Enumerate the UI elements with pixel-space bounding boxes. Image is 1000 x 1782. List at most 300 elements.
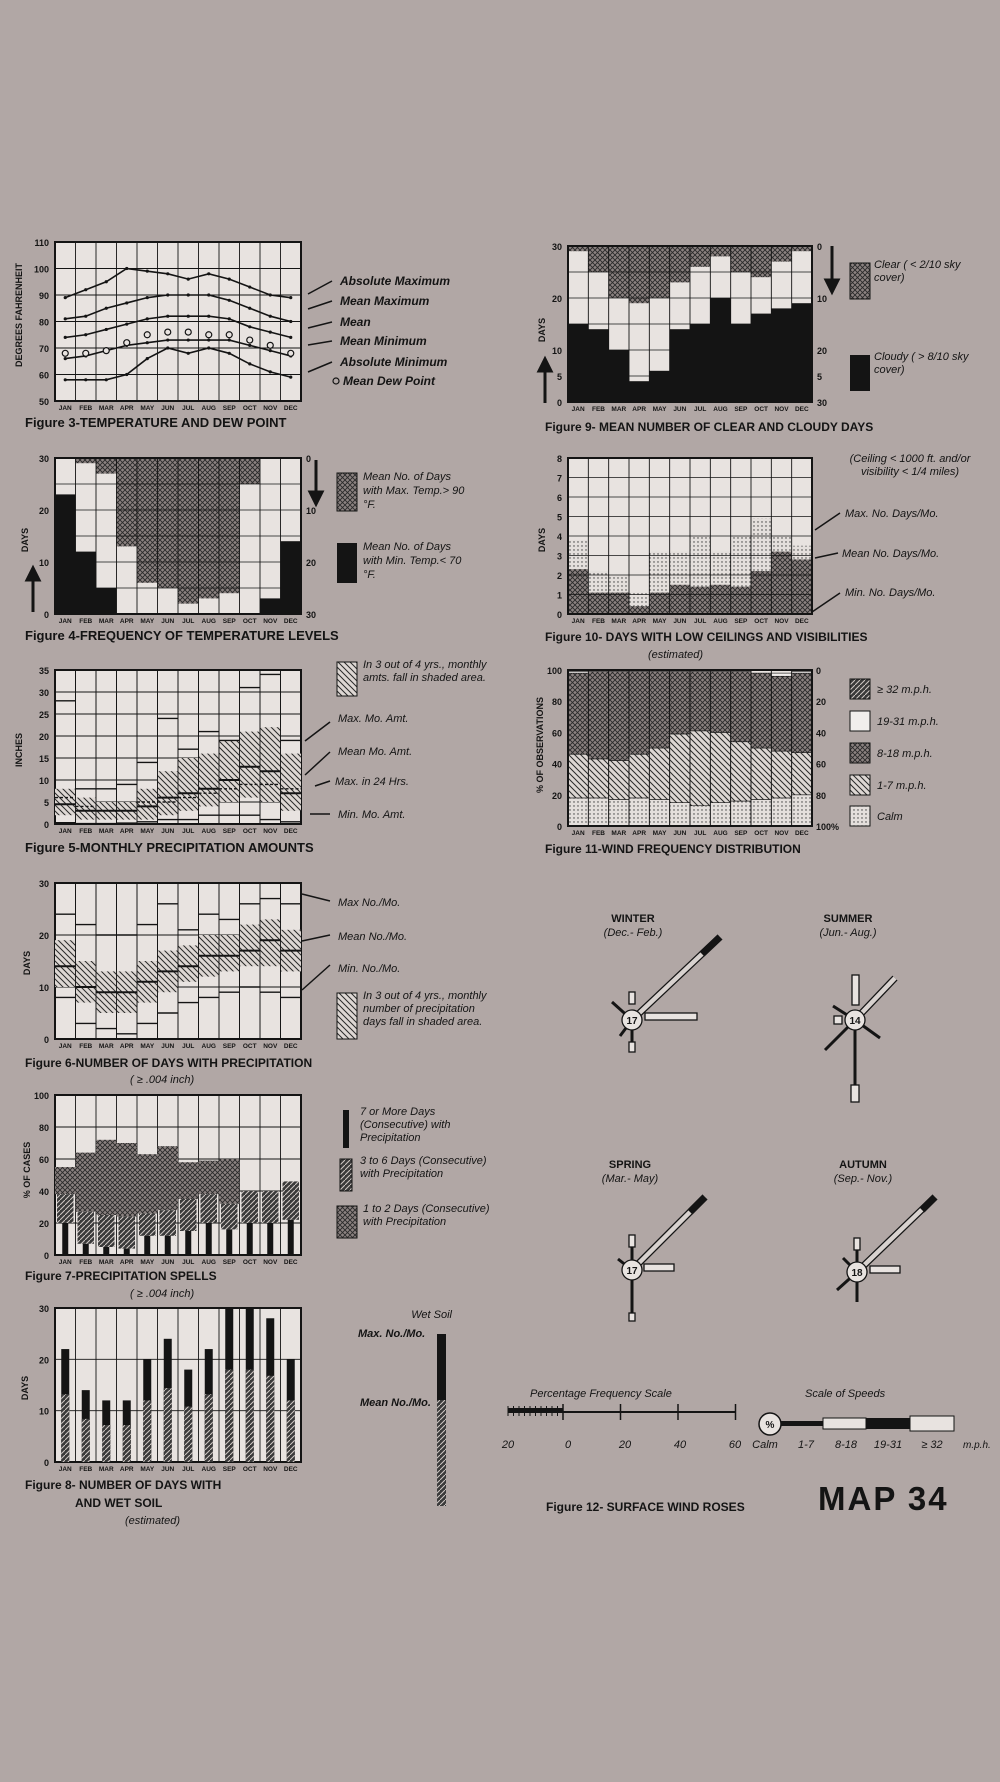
fig10-bar-mean (588, 593, 608, 614)
fig6-legend-min: Min. No./Mo. (338, 963, 401, 975)
fig5-shaded-range (260, 727, 281, 802)
fig4-bar-hot (137, 458, 158, 583)
fig5-shaded-range (137, 789, 158, 820)
fig10-bar-mean (751, 571, 771, 614)
fig11-month-nov: NOV (774, 830, 789, 837)
fig9-bar-clear (670, 246, 690, 282)
fig4-bar-hot (117, 458, 138, 546)
fig11-bar-seg-2 (690, 672, 710, 731)
fig9-month-nov: NOV (774, 406, 789, 413)
fig3-month-may: MAY (140, 405, 155, 412)
rose-label-autumn (834, 1159, 893, 1185)
fig9-bar-clear (690, 246, 710, 267)
fig8-bar-mean (123, 1425, 131, 1462)
fig9-month-may: MAY (652, 406, 667, 413)
fig3-series-point-0 (146, 270, 149, 273)
fig10-ytick: 3 (556, 551, 562, 562)
fig10-bar-mean (690, 587, 710, 614)
fig7-month-aug: AUG (201, 1259, 216, 1266)
fig4-month-jul: JUL (182, 618, 195, 625)
calm-symbol: % (765, 1420, 775, 1431)
figure-12-wind-roses (501, 913, 991, 1514)
fig11-bar-seg-2 (609, 672, 629, 761)
fig5-ytick: 35 (38, 666, 49, 676)
fig7-bar-7plus (288, 1220, 294, 1255)
fig4-bar-hot (219, 458, 240, 593)
figure-7-precipitation-spells-chart (22, 1091, 493, 1300)
fig11-legend-19: 19-31 m.p.h. (877, 716, 939, 728)
fig3-series-point-2 (228, 317, 231, 320)
fig5-legend (305, 659, 493, 821)
fig4-month-nov: NOV (263, 618, 278, 625)
fig3-dewpoint-marker (144, 332, 150, 338)
fig5-ytick: 5 (43, 798, 49, 808)
fig11-bar-seg-2 (588, 672, 608, 759)
fig7-ytick: 80 (38, 1123, 49, 1133)
fig9-month-sep: SEP (734, 406, 748, 413)
fig9-month-dec: DEC (794, 406, 809, 413)
fig9-bar-cloudy (792, 303, 812, 402)
fig11-right-tick: 20 (816, 697, 827, 708)
fig3-series-point-1 (207, 293, 210, 296)
fig8-month-jan: JAN (58, 1466, 72, 1473)
fig6-month-may: MAY (140, 1043, 155, 1050)
fig3-dewpoint-marker (206, 332, 212, 338)
fig4-month-mar: MAR (98, 618, 114, 625)
fig8-subtitle: (estimated) (125, 1515, 181, 1527)
fig3-series-point-3 (269, 349, 272, 352)
fig7-bar-1to2 (76, 1153, 97, 1212)
fig3-series-point-4 (207, 346, 210, 349)
fig8-month-jun: JUN (161, 1466, 175, 1473)
fig4-bar-cool (96, 588, 117, 614)
fig11-bar-seg-2 (751, 673, 771, 748)
fig3-series-point-1 (166, 293, 169, 296)
fig10-ytick: 8 (556, 454, 562, 464)
fig10-month-nov: NOV (774, 618, 789, 625)
fig11-month-apr: APR (632, 830, 647, 837)
fig4-month-aug: AUG (201, 618, 216, 625)
fig8-bar-mean (61, 1394, 69, 1462)
freq-scale-label: Percentage Frequency Scale (530, 1388, 672, 1400)
wind-rose-autumn (837, 1197, 935, 1302)
fig3-series-point-0 (105, 280, 108, 283)
fig7-bar-1to2 (199, 1161, 220, 1195)
fig8-month-may: MAY (140, 1466, 155, 1473)
fig7-bar-3to6 (283, 1181, 300, 1219)
fig3-series-point-4 (166, 346, 169, 349)
wind-rose-spring (618, 1197, 705, 1321)
fig4-month-dec: DEC (283, 618, 298, 625)
fig10-month-may: MAY (652, 618, 667, 625)
fig7-legend-swatch-7plus (343, 1110, 349, 1148)
fig3-ytick: 100 (33, 264, 49, 275)
fig7-bar-3to6 (262, 1191, 279, 1223)
fig3-dewpoint-marker (83, 350, 89, 356)
fig7-bar-1to2 (137, 1154, 158, 1213)
fig5-shaded-range (219, 740, 240, 802)
fig3-dewpoint-marker (288, 350, 294, 356)
fig7-bar-1to2 (219, 1159, 240, 1204)
fig4-right-tick: 10 (306, 506, 317, 516)
fig11-ytick: 100 (546, 666, 562, 676)
fig3-series-point-0 (64, 296, 67, 299)
fig3-series-point-2 (64, 336, 67, 339)
fig3-dewpoint-marker (267, 342, 273, 348)
fig3-ylabel: DEGREES FAHRENHEIT (14, 262, 24, 368)
fig11-bar-seg-3 (568, 672, 588, 674)
fig8-ytick: 30 (38, 1304, 49, 1314)
fig3-series-point-1 (64, 317, 67, 320)
fig11-ytick: 20 (551, 790, 562, 801)
speed-calm-label: Calm (752, 1439, 778, 1451)
fig7-bar-1to2 (55, 1167, 76, 1194)
fig11-legend-calm: Calm (877, 811, 903, 823)
fig3-legend-mean: Mean (340, 315, 371, 329)
fig9-bar-cloudy (751, 314, 771, 402)
fig6-legend (302, 894, 493, 1060)
fig11-ytick: 80 (551, 697, 562, 708)
fig7-month-sep: SEP (222, 1259, 236, 1266)
fig4-month-may: MAY (140, 618, 155, 625)
fig9-bar-cloudy (568, 324, 588, 402)
wind-rose-winter (612, 937, 720, 1052)
fig3-ytick: 70 (38, 344, 49, 354)
fig7-bar-3to6 (98, 1215, 115, 1247)
fig7-legend-swatch-3to6 (340, 1159, 352, 1191)
fig3-series-point-4 (248, 362, 251, 365)
fig4-month-feb: FEB (79, 618, 93, 625)
fig3-series-point-1 (269, 315, 272, 318)
fig6-shaded-range (240, 925, 261, 967)
fig7-month-mar: MAR (98, 1259, 114, 1266)
fig9-right-tick: 10 (817, 294, 828, 304)
fig9-bar-cloudy (629, 381, 649, 402)
fig4-bar-hot (199, 458, 220, 598)
fig3-ytick: 60 (38, 370, 49, 381)
fig6-ytick: 0 (43, 1035, 49, 1045)
fig7-bar-3to6 (57, 1194, 74, 1223)
fig4-month-apr: APR (119, 618, 134, 625)
fig5-month-feb: FEB (79, 828, 93, 835)
fig11-bar-seg-2 (649, 672, 669, 748)
fig9-left-tick: 10 (551, 346, 562, 356)
fig8-legend-title: Wet Soil (411, 1309, 452, 1321)
fig3-series-point-0 (125, 267, 128, 270)
fig3-month-jun: JUN (161, 405, 175, 412)
fig11-month-jul: JUL (694, 830, 707, 837)
fig3-series-point-3 (248, 344, 251, 347)
fig6-month-mar: MAR (98, 1043, 114, 1050)
fig11-month-may: MAY (652, 830, 667, 837)
fig10-ytick: 0 (556, 610, 562, 620)
fig6-month-dec: DEC (283, 1043, 298, 1050)
fig3-series-point-1 (146, 296, 149, 299)
fig11-bar-seg-1 (670, 734, 690, 803)
fig7-bar-7plus (103, 1247, 109, 1255)
fig3-series-point-0 (166, 272, 169, 275)
fig5-month-may: MAY (140, 828, 155, 835)
fig5-month-dec: DEC (283, 828, 298, 835)
fig11-bar-seg-3 (771, 673, 791, 676)
fig7-ytick: 60 (38, 1155, 49, 1165)
fig7-month-jul: JUL (182, 1259, 195, 1266)
fig4-month-sep: SEP (222, 618, 236, 625)
fig11-bar-seg-1 (609, 760, 629, 799)
fig11-legend-32: ≥ 32 m.p.h. (877, 684, 932, 696)
fig3-series-point-2 (105, 328, 108, 331)
fig7-legend-3to6-text: 3 to 6 Days (Consecutive) with Precipitation (360, 1155, 487, 1180)
fig9-bar-clear (751, 246, 771, 277)
fig3-series-point-3 (187, 338, 190, 341)
fig6-shaded-range (219, 935, 240, 971)
fig5-ytick: 10 (38, 776, 49, 786)
fig3-ytick: 50 (38, 397, 49, 407)
fig7-month-dec: DEC (283, 1259, 298, 1266)
fig3-dewpoint-marker (165, 329, 171, 335)
fig7-legend-1to2-text: 1 to 2 Days (Consecutive) with Precipitation (363, 1203, 490, 1228)
fig4-ytick: 0 (43, 610, 49, 620)
fig3-series-point-2 (166, 315, 169, 318)
fig11-bar-seg-0 (731, 801, 751, 826)
fig3-series-point-2 (269, 331, 272, 334)
fig10-bar-mean (629, 606, 649, 614)
fig5-month-sep: SEP (222, 828, 236, 835)
fig11-bar-seg-3 (792, 672, 812, 674)
fig6-month-jun: JUN (161, 1043, 175, 1050)
percentage-frequency-scale (501, 1388, 742, 1451)
fig8-ytick: 20 (38, 1355, 49, 1366)
rose-autumn-calm: 18 (851, 1268, 863, 1279)
fig5-legend-shaded-text: In 3 out of 4 yrs., monthly amts. fall in shaded area. (363, 659, 487, 684)
fig11-month-sep: SEP (734, 830, 748, 837)
fig7-bar-1to2 (117, 1143, 138, 1217)
fig3-series-point-4 (269, 370, 272, 373)
figure-10-low-ceilings-chart (537, 453, 990, 661)
fig5-month-jul: JUL (182, 828, 195, 835)
fig3-series-point-0 (248, 285, 251, 288)
fig3-legend-abs-min: Absolute Minimum (340, 355, 448, 369)
fig3-dewpoint-marker (103, 348, 109, 354)
fig3-series-point-1 (84, 315, 87, 318)
fig3-series-point-4 (84, 378, 87, 381)
fig9-legend-swatch-clear (850, 263, 870, 299)
fig9-left-tick: 20 (551, 294, 562, 304)
fig6-shaded-range (76, 961, 97, 1003)
fig11-bar-seg-0 (792, 795, 812, 826)
fig3-dewpoint-marker (226, 332, 232, 338)
fig8-bar-mean (246, 1370, 254, 1462)
fig7-bar-3to6 (201, 1194, 218, 1223)
fig4-bar-cool (55, 494, 76, 614)
fig3-dewpoint-marker (247, 337, 253, 343)
fig9-month-jun: JUN (673, 406, 687, 413)
fig11-bar-seg-0 (771, 798, 791, 826)
fig11-bar-seg-2 (568, 673, 588, 754)
fig7-month-feb: FEB (79, 1259, 93, 1266)
fig3-series-point-0 (269, 293, 272, 296)
fig7-bar-7plus (226, 1229, 232, 1255)
fig3-series-point-0 (228, 278, 231, 281)
fig6-legend-shaded-text: In 3 out of 4 yrs., monthly number of precipitation days fall in shaded area. (363, 990, 487, 1028)
fig3-month-sep: SEP (222, 405, 236, 412)
speed-32-label: ≥ 32 (921, 1439, 943, 1451)
fig8-month-dec: DEC (283, 1466, 298, 1473)
speed-scale (752, 1388, 991, 1451)
fig9-right-tick: 20 (817, 346, 828, 356)
fig3-dewpoint-marker (124, 340, 130, 346)
fig9-month-apr: APR (632, 406, 647, 413)
fig10-month-sep: SEP (734, 618, 748, 625)
fig4-ytick: 30 (38, 454, 49, 464)
fig3-ytick: 90 (38, 291, 49, 301)
fig9-up-arrow-icon (539, 359, 551, 403)
speed-19-31-label: 19-31 (873, 1439, 903, 1451)
fig11-bar-seg-1 (751, 748, 771, 799)
fig10-bar-mean (710, 585, 730, 614)
fig3-series-point-2 (289, 336, 292, 339)
fig4-right-tick: 20 (306, 558, 317, 568)
fig8-month-nov: NOV (263, 1466, 278, 1473)
fig11-month-dec: DEC (794, 830, 809, 837)
fig4-ylabel: DAYS (20, 527, 30, 553)
fig9-left-tick: 30 (551, 242, 562, 252)
freq-tick-40: 40 (673, 1439, 687, 1451)
fig3-ytick: 110 (34, 238, 49, 248)
fig11-bar-seg-1 (649, 748, 669, 799)
fig9-legend-swatch-cloudy (850, 355, 870, 391)
fig7-bar-1to2 (96, 1140, 117, 1215)
fig3-month-dec: DEC (283, 405, 298, 412)
fig10-ylabel: DAYS (537, 527, 547, 553)
fig6-subtitle: ( ≥ .004 inch) (130, 1074, 195, 1086)
fig4-bar-cool (76, 552, 97, 614)
fig11-month-oct: OCT (754, 830, 769, 837)
fig9-bar-clear (771, 246, 791, 262)
fig8-bar-mean (266, 1376, 274, 1462)
fig8-bar-mean (205, 1394, 213, 1462)
freq-tick-20-left: 20 (501, 1439, 515, 1451)
fig3-series-point-3 (166, 338, 169, 341)
figure-9-clear-cloudy-chart (537, 242, 984, 434)
fig7-month-nov: NOV (263, 1259, 278, 1266)
fig4-right-tick: 0 (306, 454, 312, 464)
fig8-ytick: 10 (38, 1406, 49, 1417)
fig9-bar-cloudy (690, 324, 710, 402)
fig5-month-aug: AUG (201, 828, 216, 835)
fig11-bar-seg-0 (670, 803, 690, 826)
fig7-ytick: 40 (38, 1187, 49, 1197)
fig3-ytick: 80 (38, 317, 49, 328)
fig6-ytick: 20 (38, 931, 49, 941)
fig8-month-jul: JUL (182, 1466, 195, 1473)
fig4-legend-min-text: Mean No. of Days with Min. Temp.< 70 °F. (363, 541, 462, 581)
fig7-legend-7plus-text: 7 or More Days (Consecutive) with Precipitation (360, 1106, 451, 1144)
fig5-ytick: 20 (38, 732, 49, 742)
fig4-legend-max-text: Mean No. of Days with Max. Temp.> 90 °F. (363, 471, 465, 511)
fig9-month-jan: JAN (571, 406, 585, 413)
fig3-series-point-2 (207, 315, 210, 318)
fig5-ytick: 0 (43, 820, 49, 830)
fig9-bar-cloudy (731, 324, 751, 402)
freq-tick-0: 0 (564, 1439, 572, 1451)
fig11-bar-seg-0 (588, 798, 608, 826)
fig7-ytick: 0 (43, 1251, 49, 1261)
fig11-bar-seg-1 (792, 753, 812, 795)
fig11-month-jan: JAN (571, 830, 585, 837)
fig4-bar-cool (281, 541, 302, 614)
fig11-month-jun: JUN (673, 830, 687, 837)
fig3-series-point-3 (228, 338, 231, 341)
fig8-month-oct: OCT (242, 1466, 257, 1473)
fig5-legend-mean: Mean Mo. Amt. (338, 746, 413, 758)
fig6-month-feb: FEB (79, 1043, 93, 1050)
fig8-legend (358, 1309, 453, 1506)
fig7-bar-7plus (62, 1223, 68, 1255)
fig10-bar-mean (568, 569, 588, 614)
fig7-bar-3to6 (242, 1191, 259, 1223)
rose-summer-period: (Jun.- Aug.) (819, 927, 877, 939)
fig8-month-apr: APR (119, 1466, 134, 1473)
fig11-right-tick: 60 (816, 759, 827, 770)
fig7-subtitle: ( ≥ .004 inch) (130, 1288, 195, 1300)
fig11-right-tick: 80 (816, 790, 827, 801)
fig3-month-jul: JUL (182, 405, 195, 412)
fig8-legend-mean: Mean No./Mo. (360, 1397, 431, 1409)
fig7-month-oct: OCT (242, 1259, 257, 1266)
fig9-ylabel: DAYS (537, 317, 547, 343)
fig7-ylabel: % OF CASES (22, 1141, 32, 1199)
fig7-bar-3to6 (119, 1217, 136, 1249)
wind-rose-summer (825, 975, 895, 1102)
fig3-series-point-1 (289, 320, 292, 323)
fig5-shaded-range (158, 771, 179, 815)
fig7-bar-3to6 (160, 1210, 177, 1236)
fig11-bar-seg-1 (771, 751, 791, 798)
fig10-bar-mean (731, 587, 751, 614)
fig5-ytick: 25 (38, 710, 49, 720)
fig3-series-point-1 (228, 299, 231, 302)
fig8-bar-mean (225, 1370, 233, 1462)
fig3-month-feb: FEB (79, 405, 93, 412)
fig9-bar-clear (629, 246, 649, 303)
fig11-bar-seg-0 (609, 799, 629, 826)
fig5-legend-min: Min. Mo. Amt. (338, 809, 406, 821)
fig9-down-arrow-icon (826, 246, 838, 292)
fig8-month-mar: MAR (98, 1466, 114, 1473)
fig6-month-apr: APR (119, 1043, 134, 1050)
fig11-month-mar: MAR (611, 830, 627, 837)
fig10-month-dec: DEC (794, 618, 809, 625)
fig9-bar-cloudy (771, 308, 791, 402)
fig10-bar-mean (792, 559, 812, 614)
rose-label-summer (819, 913, 876, 939)
fig6-month-jul: JUL (182, 1043, 195, 1050)
fig3-series-point-4 (228, 352, 231, 355)
fig9-legend (850, 259, 984, 401)
fig5-month-mar: MAR (98, 828, 114, 835)
fig9-month-oct: OCT (754, 406, 769, 413)
fig11-bar-seg-1 (588, 759, 608, 798)
fig7-bar-7plus (247, 1223, 253, 1255)
rose-spring-period: (Mar.- May) (601, 1173, 659, 1185)
fig4-bar-hot (240, 458, 261, 484)
rose-autumn-period: (Sep.- Nov.) (833, 1173, 893, 1185)
fig10-title: Figure 10- DAYS WITH LOW CEILINGS AND VISIBILITIES (545, 630, 868, 644)
fig8-bar-mean (102, 1425, 110, 1462)
rose-spring-calm: 17 (626, 1266, 638, 1277)
fig8-title-line2: AND WET SOIL (75, 1496, 163, 1510)
